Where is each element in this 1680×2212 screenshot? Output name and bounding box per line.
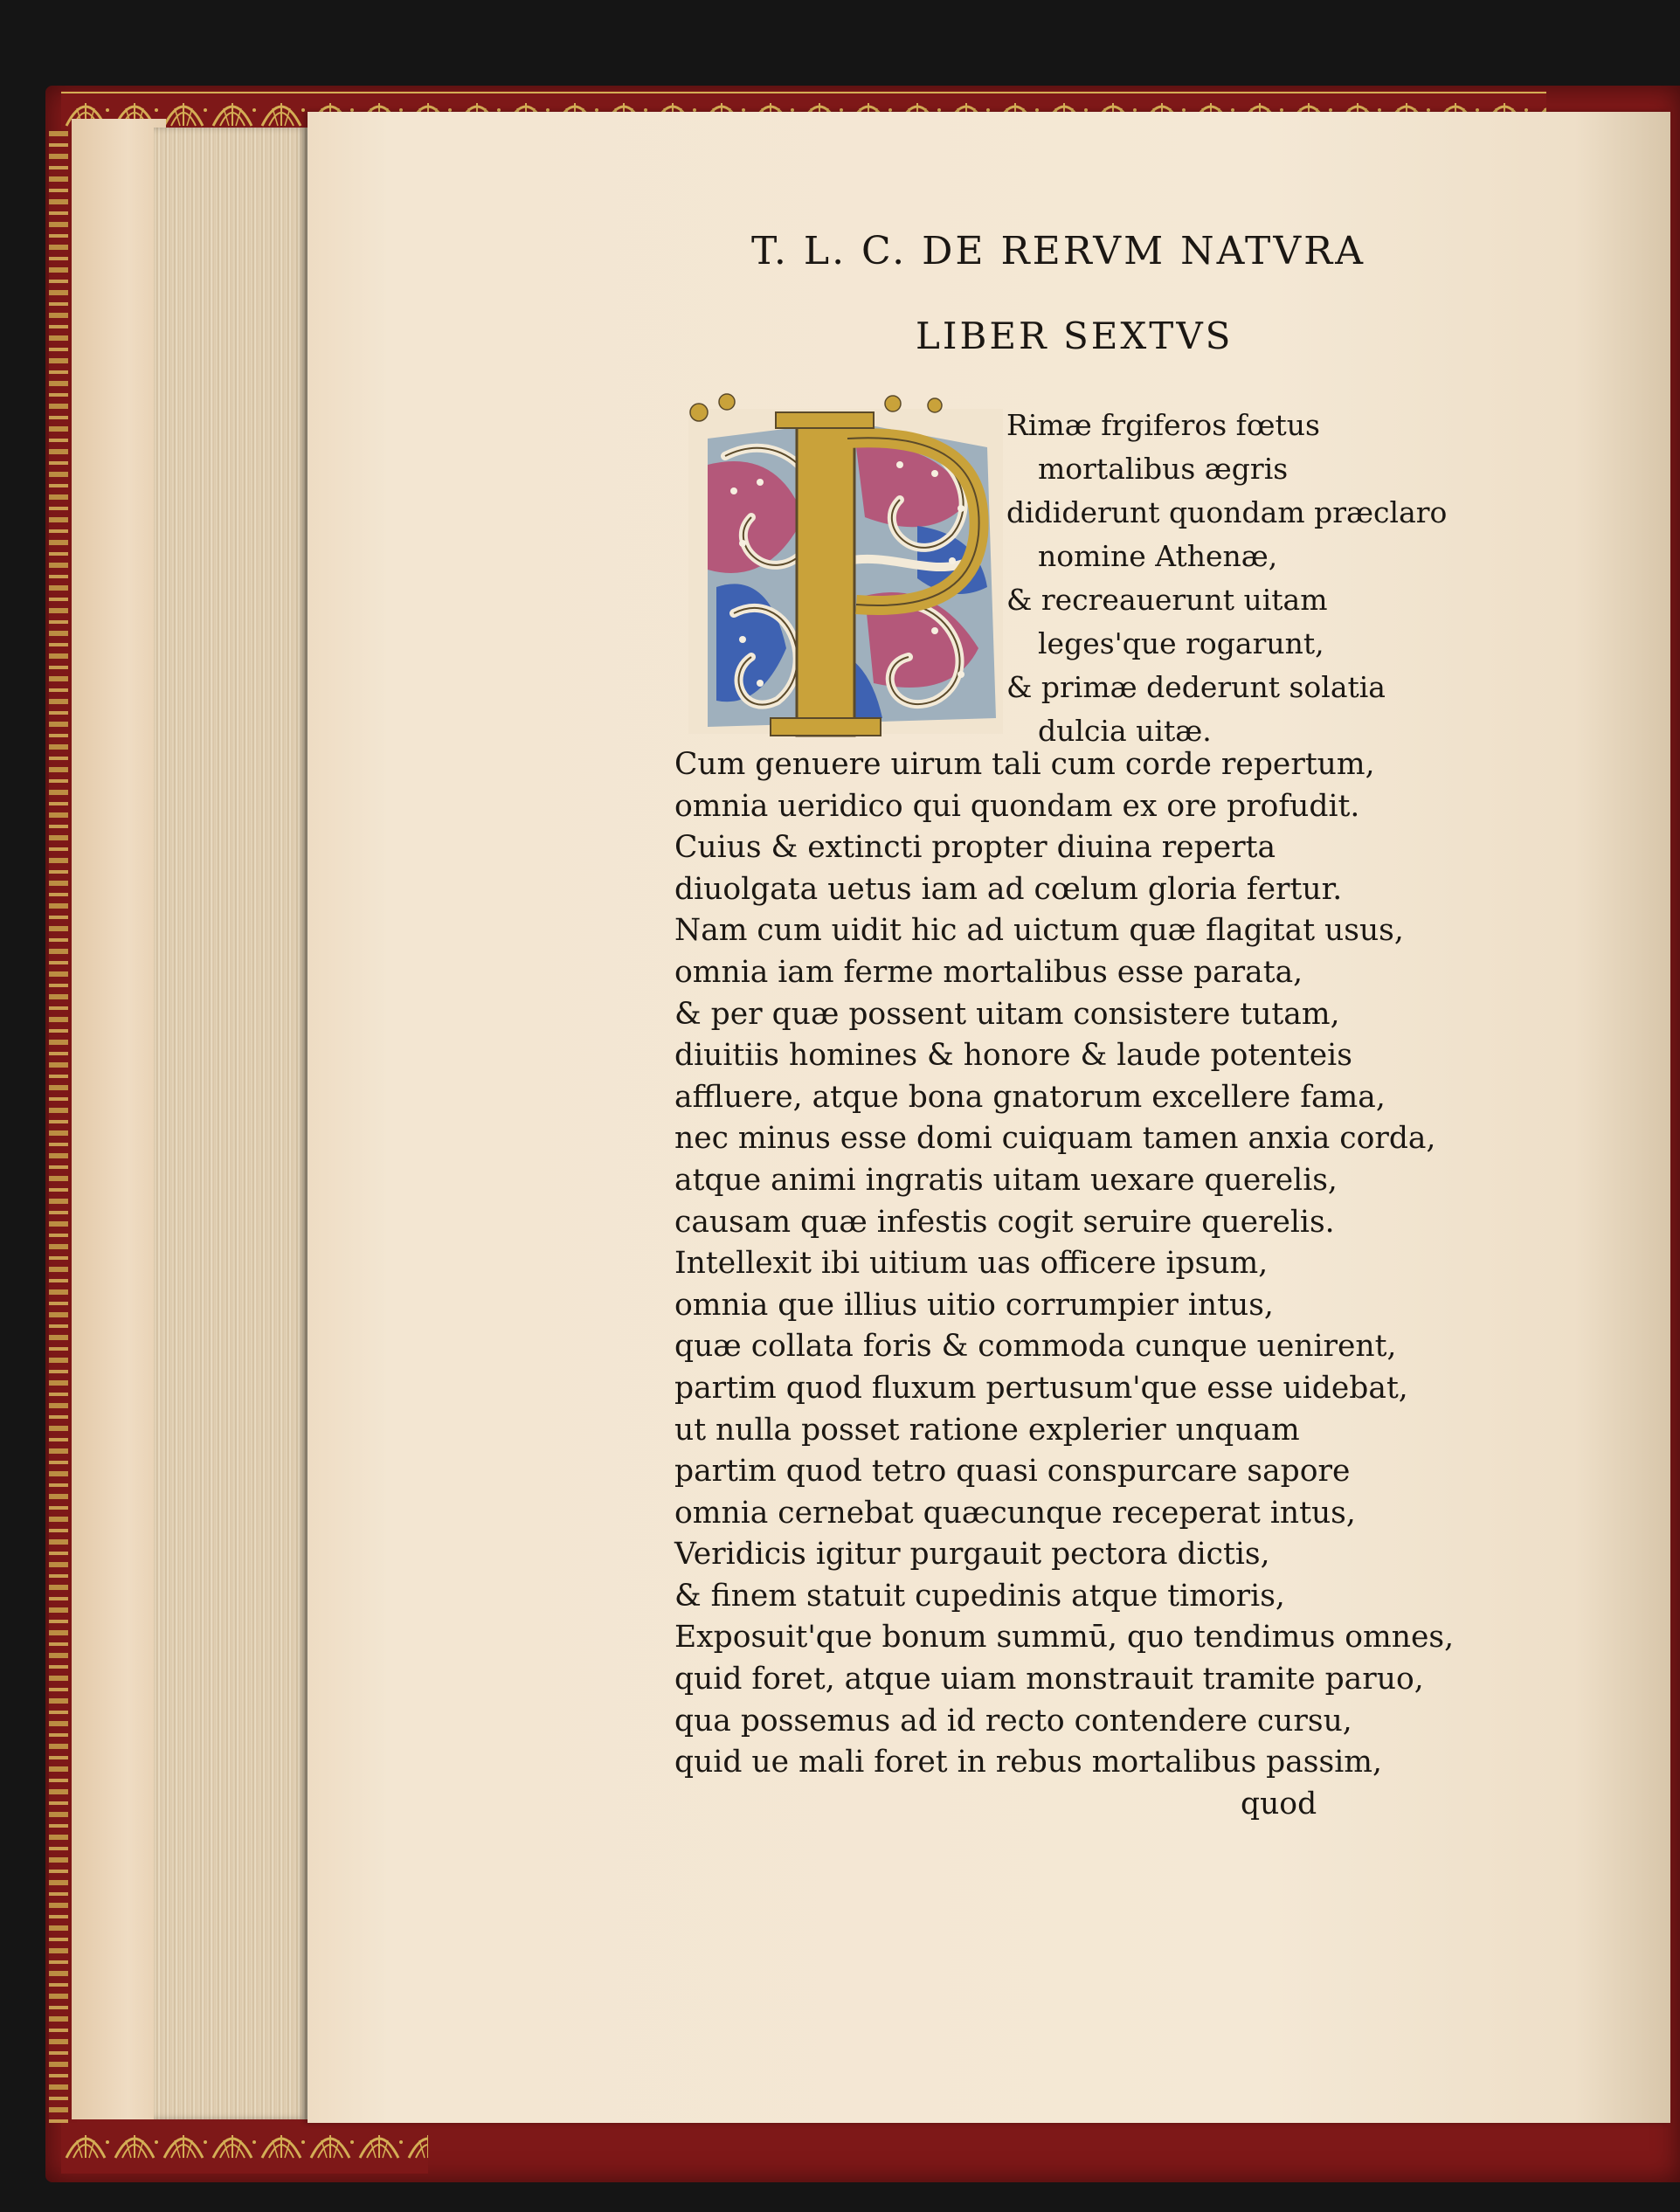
verse-line: atque animi ingratis uitam uexare querelis, (674, 1162, 1338, 1198)
initial-line: mortalibus ægris (1038, 452, 1289, 486)
illuminated-initial (673, 386, 1015, 744)
catchword: quod (1241, 1786, 1317, 1821)
verse-line: & finem statuit cupedinis atque timoris, (674, 1578, 1285, 1614)
verse-line: Intellexit ibi uitium uas officere ipsum, (674, 1246, 1269, 1282)
verse-line: omnia ueridico qui quondam ex ore profudit. (674, 788, 1360, 824)
verse-line: omnia que illius uitio corrumpier intus, (674, 1287, 1274, 1323)
verse-line: omnia iam ferme mortalibus esse parata, (674, 954, 1303, 990)
verse-line: Cum genuere uirum tali cum corde repertum, (674, 747, 1375, 782)
verse-line: nec minus esse domi cuiquam tamen anxia corda, (674, 1121, 1436, 1157)
verse-line: quid ue mali foret in rebus mortalibus passim, (674, 1745, 1382, 1780)
verse-line: omnia cernebat quæcunque receperat intus, (674, 1495, 1356, 1531)
page-edges (154, 128, 308, 2119)
verse-line: Cuius & extincti propter diuina reperta (674, 830, 1276, 866)
verse-line: diuolgata uetus iam ad cœlum gloria fertur. (674, 871, 1343, 907)
verse-line: partim quod fluxum pertusum'que esse uidebat, (674, 1370, 1408, 1406)
verse-line: quæ collata foris & commoda cunque uenirent, (674, 1329, 1397, 1365)
verse-line: Veridicis igitur purgauit pectora dictis, (674, 1537, 1270, 1573)
running-head: T. L. C. DE RERVM NATVRA (751, 229, 1366, 273)
initial-line: dididerunt quondam præclaro (1006, 495, 1448, 529)
initial-line: dulcia uitæ. (1038, 714, 1212, 748)
gilt-border-left (49, 131, 68, 2123)
verse-line: partim quod tetro quasi conspurcare sapore (674, 1454, 1351, 1490)
verse-line: & per quæ possent uitam consistere tutam, (674, 996, 1340, 1032)
initial-line-block (1006, 404, 1447, 753)
verse-line: quid foret, atque uiam monstrauit tramite paruo, (674, 1662, 1424, 1697)
initial-line: leges'que rogarunt, (1038, 626, 1324, 660)
book-title: LIBER SEXTVS (916, 315, 1234, 357)
initial-line: & primæ dederunt solatia (1006, 670, 1386, 704)
verse-line: Nam cum uidit hic ad uictum quæ flagitat usus, (674, 913, 1404, 949)
gilt-border-bottom (61, 2123, 428, 2174)
initial-line: Rimæ frgiferos fœtus (1006, 408, 1320, 442)
verse-line: qua possemus ad id recto contendere cursu, (674, 1703, 1352, 1738)
initial-line: nomine Athenæ, (1038, 539, 1278, 573)
verse-line: affluere, atque bona gnatorum excellere fama, (674, 1079, 1386, 1115)
verse-line: causam quæ infestis cogit seruire querelis. (674, 1204, 1335, 1240)
front-endpaper (72, 119, 166, 2119)
verse-line: Exposuit'que bonum summū, quo tendimus omnes, (674, 1620, 1455, 1656)
verse-line: ut nulla posset ratione explerier unquam (674, 1412, 1300, 1448)
verse-line: diuitiis homines & honore & laude potenteis (674, 1038, 1352, 1074)
verse-block (674, 744, 1454, 1825)
initial-line: & recreauerunt uitam (1006, 583, 1328, 617)
